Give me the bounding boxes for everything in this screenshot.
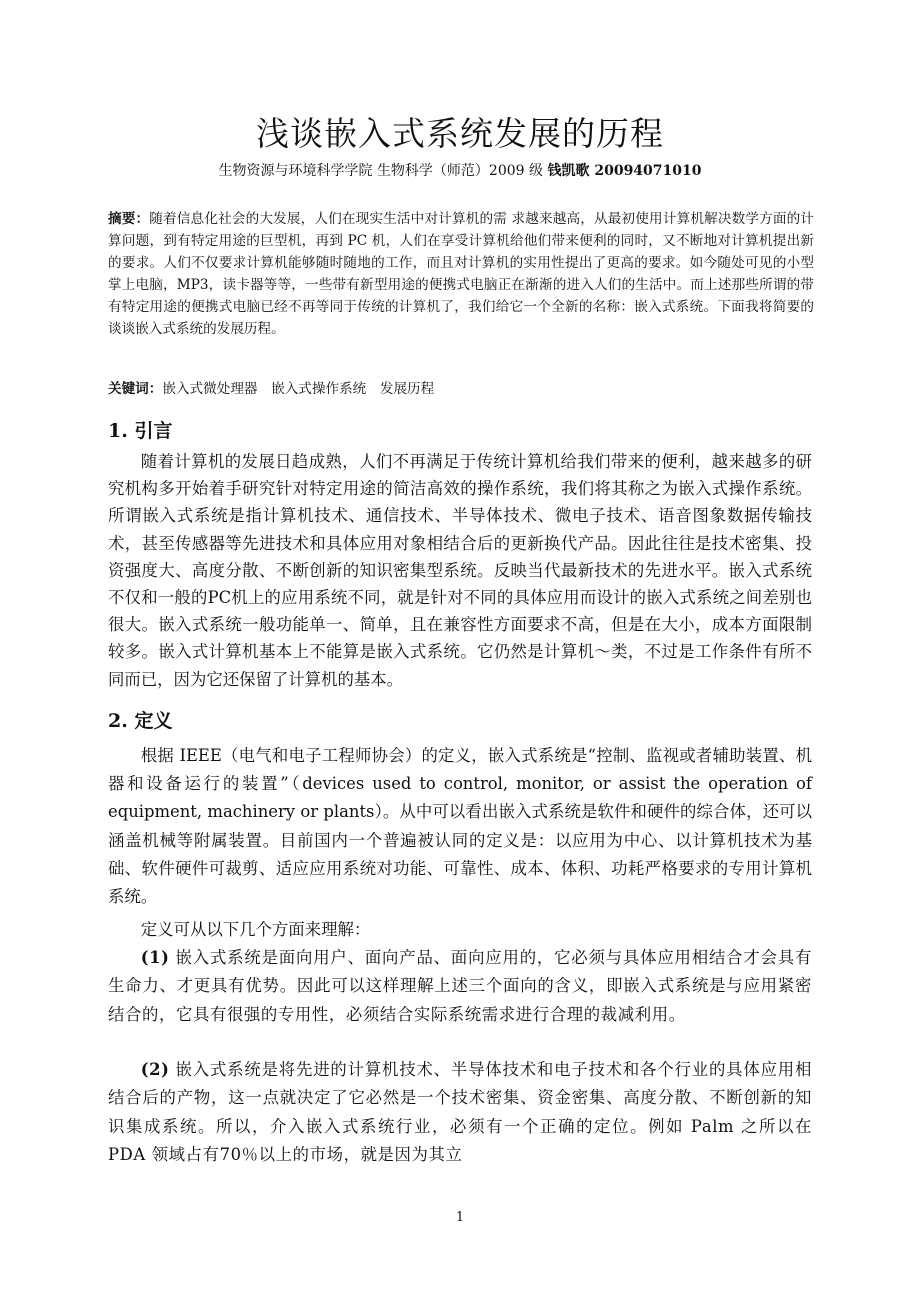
byline: [0, 160, 920, 180]
abstract: [108, 208, 814, 340]
document-title: 浅谈嵌入式系统发展的历程: [256, 114, 664, 153]
author-affiliation: 生物资源与环境科学学院 生物科学（师范）2009 级: [218, 163, 544, 179]
abstract-text: 随着信息化社会的大发展，人们在现实生活中对计算机的需 求越来越高，从最初使用计算机解决数学方面的计算问题，到有特定用途的巨型机，再到 PC 机，人们在享受计算机给他们带来便利的同时，又不断地对计算机提出新的要求。人们不仅要求计算机能够随时随地的工作，而且对计算机的实用性提出了更高的要求。如今随处可见的小型掌上电脑，MP3，读卡器等等，一些带有新型用途的便携式电脑正在渐渐的进入人们的生活中。而上述那些所谓的带有特定用途的便携式电脑已经不再等同于传统的计算机了，我们给它一个全新的名称：嵌入式系统。下面我将简要的谈谈嵌入式系统的发展历程。: [108, 211, 814, 337]
keywords: [108, 378, 814, 400]
section-heading-introduction: 1. 引言: [108, 420, 173, 442]
section-heading-definition: 2. 定义: [108, 710, 173, 732]
abstract-label: 摘要：: [108, 211, 150, 227]
definition-item: [108, 1056, 812, 1170]
section-definition-paragraph: 根据 IEEE（电气和电子工程师协会）的定义，嵌入式系统是“控制、监视或者辅助装置、机器和设备运行的装置”（devices used to control, monitor, or assist the operation of equipment, machinery or plants）。从中可以看出嵌入式系统是软件和硬件的综合体，还可以涵盖机械等附属装置。目前国内一个普遍被认同的定义是：以应用为中心、以计算机技术为基础、软件硬件可裁剪、适应应用系统对功能、可靠性、成本、体积、功耗严格要求的专用计算机系统。: [108, 746, 812, 907]
definition-intro: 定义可从以下几个方面来理解：: [140, 920, 371, 939]
author-name: 钱凯歌 20094071010: [547, 163, 702, 179]
keywords-text: 嵌入式微处理器 嵌入式操作系统 发展历程: [162, 381, 435, 397]
keywords-label: 关键词：: [108, 381, 163, 397]
section-introduction-paragraph: 随着计算机的发展日趋成熟，人们不再满足于传统计算机给我们带来的便利，越来越多的研究机构多开始着手研究针对特定用途的简洁高效的操作系统，我们将其称之为嵌入式操作系统。所谓嵌入式系统是指计算机技术、通信技术、半导体技术、微电子技术、语音图象数据传输技术，甚至传感器等先进技术和具体应用对象相结合后的更新换代产品。因此往往是技术密集、投资强度大、高度分散、不断创新的知识密集型系统。反映当代最新技术的先进水平。嵌入式系统不仅和一般的PC机上的应用系统不同，就是针对不同的具体应用而设计的嵌入式系统之间差别也很大。嵌入式系统一般功能单一、简单，且在兼容性方面要求不高，但是在大小，成本方面限制较多。嵌入式计算机基本上不能算是嵌入式系统。它仍然是计算机～类，不过是工作条件有所不同而已，因为它还保留了计算机的基本。: [108, 452, 812, 689]
page-number: 1: [455, 1210, 465, 1225]
item-number: (1): [140, 948, 170, 967]
item-number: (2): [140, 1060, 170, 1079]
definition-item: [108, 944, 812, 1029]
item-text: 嵌入式系统是将先进的计算机技术、半导体技术和电子技术和各个行业的具体应用相结合后的产物，这一点就决定了它必然是一个技术密集、资金密集、高度分散、不断创新的知识集成系统。所以，介入嵌入式系统行业，必须有一个正确的定位。例如 Palm 之所以在 PDA 领域占有70％以上的市场，就是因为其立: [108, 1060, 812, 1165]
item-text: 嵌入式系统是面向用户、面向产品、面向应用的，它必须与具体应用相结合才会具有生命力、才更具有优势。因此可以这样理解上述三个面向的含义，即嵌入式系统是与应用紧密结合的，它具有很强的专用性，必须结合实际系统需求进行合理的裁减利用。: [108, 948, 812, 1024]
